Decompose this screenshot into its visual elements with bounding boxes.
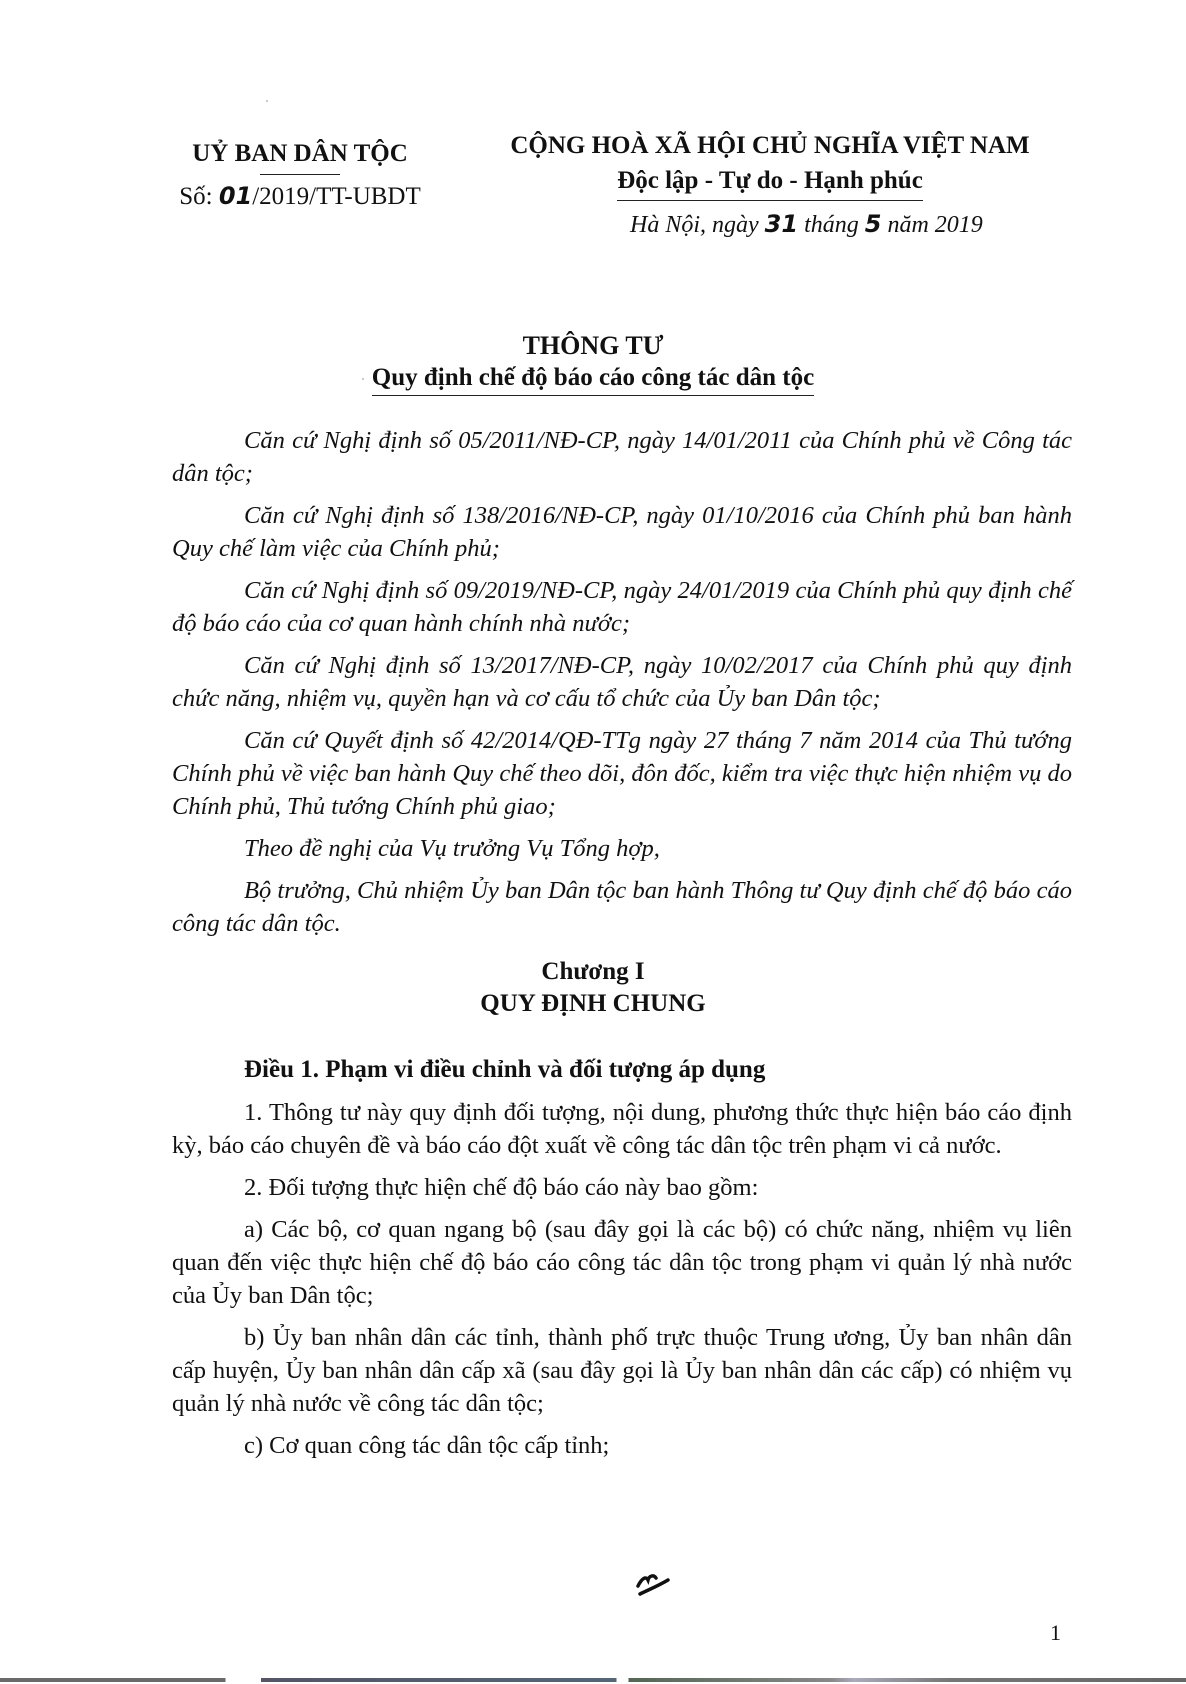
page-number: 1 <box>1050 1620 1061 1645</box>
chapter-number: Chương I <box>541 958 645 985</box>
chapter-name: QUY ĐỊNH CHUNG <box>480 990 706 1017</box>
document-type-title: THÔNG TƯ <box>522 331 664 360</box>
doc-number-prefix: Số: <box>179 183 213 210</box>
document-subtitle-text: Quy định chế độ báo cáo công tác dân tộc <box>372 364 814 396</box>
document-subtitle <box>0 364 1186 396</box>
date-prefix: Hà Nội, ngày <box>630 212 759 238</box>
handwritten-initial-icon <box>634 1572 674 1598</box>
scan-speck <box>266 100 268 102</box>
scan-edge-artifact <box>0 1678 1186 1682</box>
place-and-date <box>630 210 983 239</box>
preamble-paragraph: Căn cứ Nghị định số 05/2011/NĐ-CP, ngày 14/01/2011 của Chính phủ về Công tác dân tộc; <box>172 427 1072 487</box>
preamble-paragraph: Căn cứ Nghị định số 138/2016/NĐ-CP, ngày 01/10/2016 của Chính phủ ban hành Quy chế làm việc của Chính phủ; <box>172 502 1072 562</box>
preamble-paragraph: Theo đề nghị của Vụ trưởng Vụ Tổng hợp, <box>244 835 660 862</box>
article-paragraph: 1. Thông tư này quy định đối tượng, nội dung, phương thức thực hiện báo cáo định kỳ, báo cáo chuyên đề và báo cáo đột xuất về công tác dân tộc trên phạm vi cả nước. <box>172 1099 1072 1159</box>
issuing-agency-block <box>150 136 450 216</box>
doc-number-suffix: /2019/TT-UBDT <box>252 183 421 210</box>
article-heading: Điều 1. Phạm vi điều chỉnh và đối tượng áp dụng <box>244 1056 766 1083</box>
national-header-block <box>470 128 1070 201</box>
article-content <box>172 1096 1072 1471</box>
doc-number-handwritten: 01 <box>218 182 253 210</box>
article-paragraph: b) Ủy ban nhân dân các tỉnh, thành phố trực thuộc Trung ương, Ủy ban nhân dân cấp huyện, Ủy ban nhân dân cấp xã (sau đây gọi là Ủy ban nhân dân các cấp) có nhiệm vụ quản lý nhà nước về công tác dân tộc; <box>172 1324 1072 1417</box>
preamble <box>172 424 1072 949</box>
issuing-agency: UỶ BAN DÂN TỘC <box>192 140 408 167</box>
preamble-paragraph: Bộ trưởng, Chủ nhiệm Ủy ban Dân tộc ban hành Thông tư Quy định chế độ báo cáo công tác dân tộc. <box>172 877 1072 937</box>
article-paragraph: 2. Đối tượng thực hiện chế độ báo cáo này bao gồm: <box>244 1174 759 1201</box>
national-title: CỘNG HOÀ XÃ HỘI CHỦ NGHĨA VIỆT NAM <box>510 132 1030 159</box>
article-paragraph: a) Các bộ, cơ quan ngang bộ (sau đây gọi là các bộ) có chức năng, nhiệm vụ liên quan đến việc thực hiện chế độ báo cáo công tác dân tộc trong phạm vi quản lý nhà nước của Ủy ban Dân tộc; <box>172 1216 1072 1309</box>
national-motto: Độc lập - Tự do - Hạnh phúc <box>617 164 923 201</box>
agency-underline <box>260 174 340 175</box>
preamble-paragraph: Căn cứ Nghị định số 09/2019/NĐ-CP, ngày 24/01/2019 của Chính phủ quy định chế độ báo cáo của cơ quan hành chính nhà nước; <box>172 577 1072 637</box>
date-year: năm 2019 <box>887 212 983 238</box>
preamble-paragraph: Căn cứ Quyết định số 42/2014/QĐ-TTg ngày 27 tháng 7 năm 2014 của Thủ tướng Chính phủ về việc ban hành Quy chế theo dõi, đôn đốc, kiểm tra việc thực hiện nhiệm vụ do Chính phủ, Thủ tướng Chính phủ giao; <box>172 727 1072 820</box>
date-day-handwritten: 31 <box>764 210 799 238</box>
date-month-handwritten: 5 <box>864 210 882 238</box>
document-number <box>150 177 450 216</box>
article-paragraph: c) Cơ quan công tác dân tộc cấp tỉnh; <box>244 1432 610 1459</box>
date-month-label: tháng <box>804 212 859 238</box>
preamble-paragraph: Căn cứ Nghị định số 13/2017/NĐ-CP, ngày 10/02/2017 của Chính phủ quy định chức năng, nhiệm vụ, quyền hạn và cơ cấu tổ chức của Ủy ban Dân tộc; <box>172 652 1072 712</box>
